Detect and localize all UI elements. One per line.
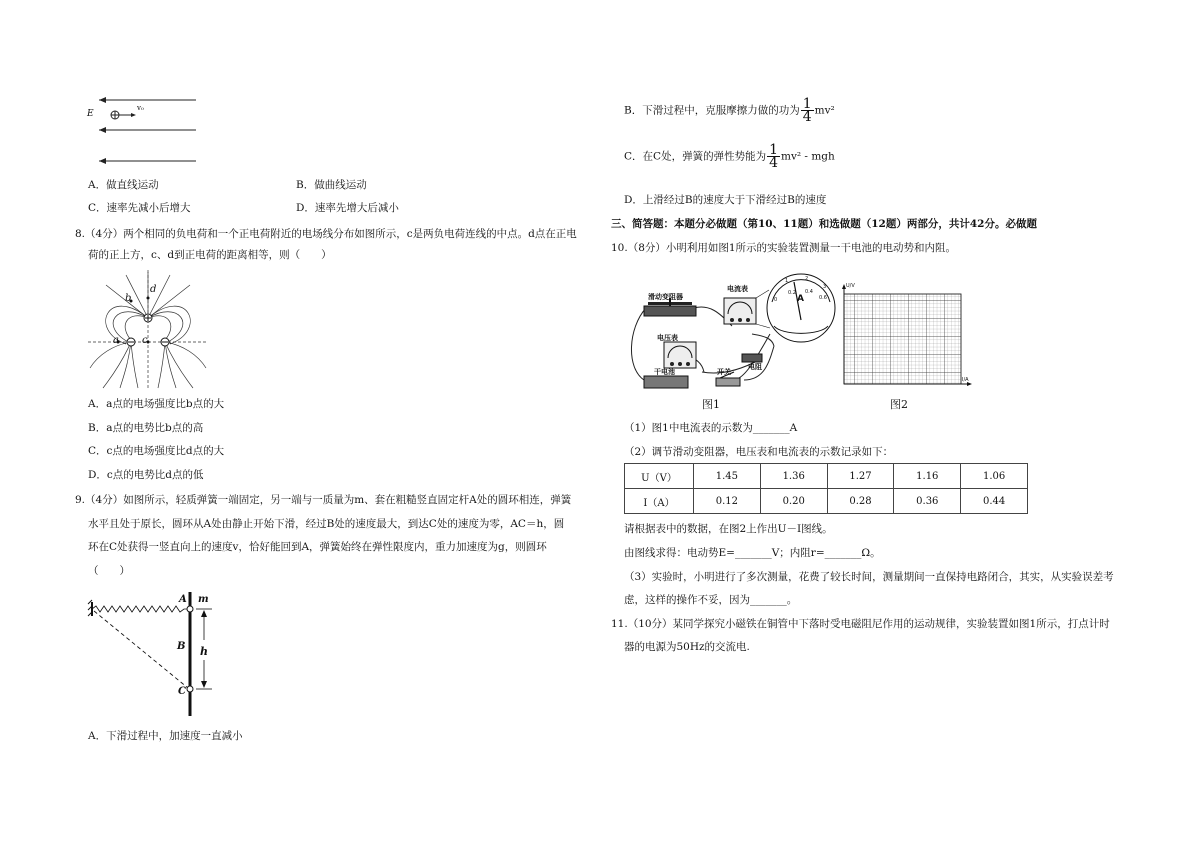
q9-option-b-den: 4 (802, 109, 812, 125)
q10-dial-tick-3: 3 (823, 284, 827, 290)
q9-fig-label-A: A (179, 594, 187, 605)
q7-fig-label-v0: v₀ (137, 104, 144, 112)
q10-dial-tick-0: 0 (774, 297, 778, 303)
q8-option-b: B．a点的电势比b点的高 (88, 422, 204, 434)
q10-after-table: 请根据表中的数据，在图2上作出U－I图线。 (624, 523, 833, 535)
q8-fig-label-d: d (150, 284, 157, 295)
table-cell: 0.20 (760, 489, 827, 514)
q10-result: 由图线求得：电动势E=_______V；内阻r=_______Ω。 (624, 547, 881, 559)
q10-figure1-caption: 图1 (702, 398, 720, 411)
table-cell: 0.44 (961, 489, 1028, 514)
q10-dial-tick-0.4: 0.4 (805, 289, 813, 295)
q9-option-d: D．上滑经过B的速度大于下滑经过B的速度 (624, 194, 827, 206)
q11-stem-line2: 器的电源为50Hz的交流电. (624, 641, 750, 653)
q10-sub3-line2: 虑，这样的操作不妥，因为_______。 (624, 594, 798, 606)
q10-ui-grid-figure (836, 282, 976, 394)
q10-label-voltmeter: 电压表 (657, 334, 678, 342)
q9-option-c (624, 144, 835, 169)
q9-fig-label-h: h (200, 645, 208, 658)
q8-stem-line1: 8.（4分）两个相同的负电荷和一个正电荷附近的电场线分布如图所示，c是两负电荷连线的中点。d点在正电 (75, 228, 577, 240)
q8-fig-label-c: c (142, 335, 148, 346)
q9-option-c-num: 1 (769, 142, 778, 158)
q10-sub1: （1）图1中电流表的示数为_______A (624, 422, 798, 434)
q11-stem-line1: 11.（10分）某同学探究小磁铁在铜管中下落时受电磁阻尼作用的运动规律，实验装置如图1所示，打点计时 (611, 618, 1110, 630)
q9-option-c-den: 4 (769, 155, 778, 171)
q8-fig-label-b: b (125, 293, 132, 304)
q9-option-c-pre: C．在C处，弹簧的弹性势能为 (624, 150, 767, 163)
table-header-cell: I（A） (625, 489, 694, 514)
table-cell: 1.27 (827, 464, 894, 489)
q10-label-rheostat: 滑动变阻器 (648, 293, 683, 301)
q10-grid-y-axis-label: U/V (846, 283, 855, 289)
q9-option-a: A．下滑过程中，加速度一直减小 (88, 730, 243, 742)
q7-option-a: A．做直线运动 (88, 179, 159, 191)
q7-option-d: D．速率先增大后减小 (296, 202, 399, 214)
q9-stem-line2: 水平且处于原长，圆环从A处由静止开始下滑，经过B处的速度最大，到达C处的速度为零，AC＝h，圆 (88, 518, 565, 530)
q8-option-d: D．c点的电势比d点的低 (88, 469, 204, 481)
q7-fig-label-E: E (87, 109, 94, 119)
q9-fig-label-m: m (198, 594, 209, 605)
q10-rheostat-shape (644, 306, 696, 316)
q9-option-b-num: 1 (802, 96, 812, 112)
q10-figure2-caption: 图2 (890, 398, 908, 411)
q8-option-c: C．c点的电场强度比d点的大 (88, 445, 225, 457)
table-header-cell: U（V） (625, 464, 694, 489)
q10-dial-tick-2: 2 (805, 276, 809, 282)
q9-stem-line1: 9.（4分）如图所示，轻质弹簧一端固定，另一端与一质量为m、套在粗糙竖直固定杆A处的圆环相连，弹簧 (75, 494, 572, 506)
table-cell: 1.06 (961, 464, 1028, 489)
q9-option-c-fraction (767, 144, 780, 169)
q10-dial-tick-0.6: 0.6 (819, 295, 827, 301)
q9-option-b (624, 98, 835, 123)
table-cell: 1.36 (760, 464, 827, 489)
q9-fig-label-C: C (178, 686, 186, 697)
q10-label-battery: 干电池 (654, 368, 675, 376)
table-cell: 1.16 (894, 464, 961, 489)
table-cell: 0.28 (827, 489, 894, 514)
q7-field-figure (84, 90, 204, 170)
table-cell: 1.45 (694, 464, 761, 489)
q10-sub2: （2）调节滑动变阻器，电压表和电流表的示数记录如下： (624, 446, 894, 458)
q9-stem-line4: （ ） (88, 565, 130, 577)
q10-grid-x-axis-label: I/A (962, 377, 969, 383)
q9-option-b-fraction (801, 98, 814, 123)
q10-dial-tick-1: 1 (785, 278, 789, 284)
section-3-heading: 三、简答题：本题分必做题（第10、11题）和选做题（12题）两部分，共计42分。必做题 (611, 218, 1037, 230)
q10-data-table (624, 463, 1028, 514)
table-cell: 0.36 (894, 489, 961, 514)
q9-stem-line3: 环在C处获得一竖直向上的速度v，恰好能回到A，弹簧始终在弹性限度内，重力加速度为g，则圆环 (88, 541, 547, 553)
table-cell: 0.12 (694, 489, 761, 514)
q10-dial-tick-0.2: 0.2 (788, 290, 796, 296)
q10-dial-unit: A (797, 294, 804, 304)
table-row (625, 489, 1028, 514)
q10-label-resistor: 电阻 (748, 363, 762, 371)
q8-fig-label-a: a (113, 335, 119, 346)
q10-label-ammeter: 电流表 (727, 285, 748, 293)
q9-option-b-post: mv² (814, 104, 835, 117)
q9-option-c-post: mv² - mgh (781, 150, 835, 163)
q8-option-a: A．a点的电场强度比b点的大 (88, 398, 225, 410)
q10-label-switch: 开关 (717, 368, 731, 376)
q7-option-c: C．速率先减小后增大 (88, 202, 191, 214)
table-row (625, 464, 1028, 489)
q9-fig-label-B: B (177, 641, 186, 652)
q9-option-b-pre: B．下滑过程中，克服摩擦力做的功为 (624, 104, 800, 117)
q10-sub3-line1: （3）实验时，小明进行了多次测量，花费了较长时间，测量期间一直保持电路闭合，其实，从实验误差考 (624, 571, 1114, 583)
q7-option-b: B．做曲线运动 (296, 179, 367, 191)
q8-stem-line2: 荷的正上方，c、d到正电荷的距离相等，则（ ） (88, 249, 332, 261)
q8-electric-field-figure (88, 270, 208, 390)
q10-stem: 10.（8分）小明利用如图1所示的实验装置测量一干电池的电动势和内阻。 (611, 242, 957, 254)
